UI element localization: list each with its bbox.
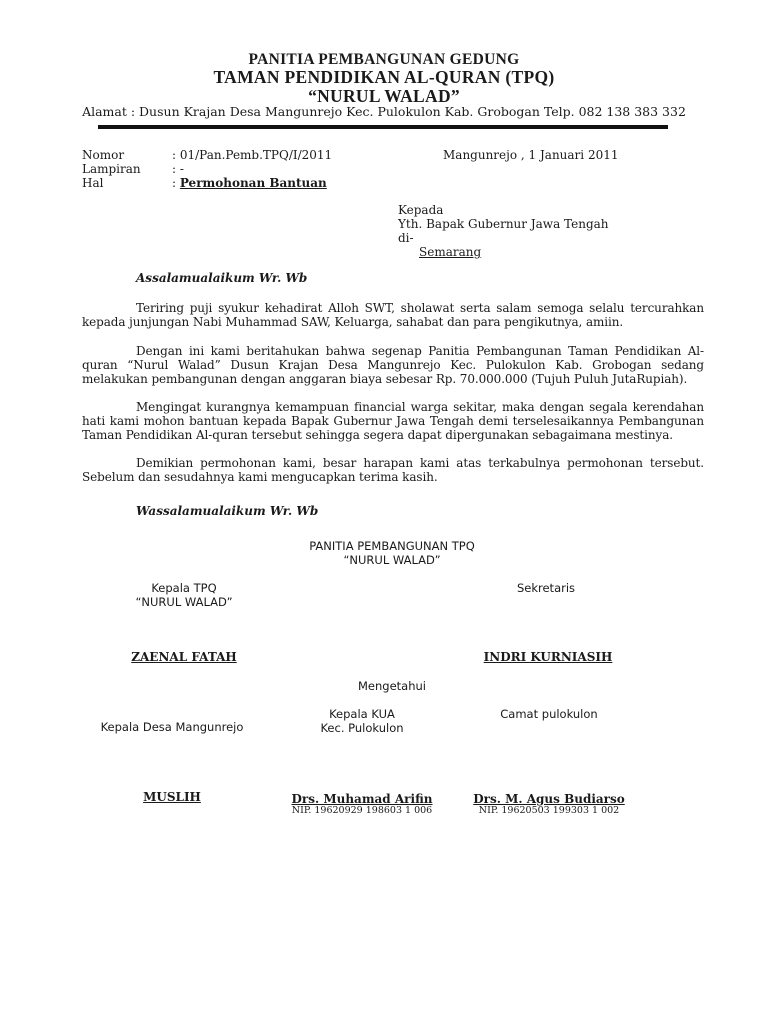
paragraph-1-text: Teriring puji syukur kehadirat Alloh SWT, sholawat serta salam semoga selalu tercurahkan kepada junjungan Nabi Muhammad SAW, Keluarga, sahabat dan para pengikutnya, amiin.: [82, 301, 704, 329]
paragraph-3: [82, 400, 704, 442]
kua-title: Kepala KUA: [329, 707, 395, 721]
village-head-title: Kepala Desa Mangunrejo: [100, 720, 244, 734]
greeting: Assalamualaikum Wr. Wb: [136, 271, 308, 285]
paragraph-4: [82, 456, 704, 484]
recipient-city: Semarang: [419, 245, 482, 259]
hal-value: Permohonan Bantuan: [179, 176, 327, 190]
camat-name: Drs. M. Agus Budiarso: [473, 792, 625, 806]
nomor-value: : 01/Pan.Pemb.TPQ/I/2011: [172, 148, 333, 162]
letterhead-committee: PANITIA PEMBANGUNAN GEDUNG: [248, 51, 520, 68]
recipient-kepada: Kepada: [398, 203, 444, 217]
place-date: Mangunrejo , 1 Januari 2011: [443, 148, 619, 162]
letterhead-school-name: TAMAN PENDIDIKAN AL-QURAN (TPQ): [213, 67, 555, 87]
letterhead-address: Alamat : Dusun Krajan Desa Mangunrejo Kec. Pulokulon Kab. Grobogan Telp. 082 138 383 332: [82, 104, 686, 119]
lampiran-label: Lampiran: [82, 162, 141, 176]
camat-title: Camat pulokulon: [500, 707, 598, 721]
head-title: Kepala TPQ: [151, 581, 217, 595]
recipient-name: Yth. Bapak Gubernur Jawa Tengah: [398, 217, 609, 231]
committee-nickname: “NURUL WALAD”: [343, 553, 441, 567]
nomor-label: Nomor: [82, 148, 125, 162]
paragraph-3-text: Mengingat kurangnya kemampuan financial warga sekitar, maka dengan segala kerendahan hati kami mohon bantuan kepada Bapak Gubernur Jawa Tengah demi terselesaikannya Pembangunan Taman Pendidikan Al-quran tersebut sehingga segera dapat dipergunakan sebagaimana mestinya.: [82, 400, 704, 442]
head-title-2: “NURUL WALAD”: [135, 595, 233, 609]
acknowledged-label: Mengetahui: [358, 679, 426, 693]
kua-title-2: Kec. Pulokulon: [320, 721, 404, 735]
recipient-di: di-: [398, 231, 414, 245]
committee-title: PANITIA PEMBANGUNAN TPQ: [309, 539, 475, 553]
hal-line: [172, 176, 327, 190]
secretary-title: Sekretaris: [516, 581, 576, 595]
lampiran-value: : -: [172, 162, 184, 176]
secretary-name: INDRI KURNIASIH: [483, 650, 613, 664]
closing-greeting: Wassalamualaikum Wr. Wb: [136, 504, 319, 518]
paragraph-1: [82, 301, 704, 329]
hal-colon: :: [172, 176, 180, 190]
kua-nip: NIP. 19620929 198603 1 006: [291, 805, 433, 816]
letterhead-divider: [98, 125, 668, 129]
paragraph-2: [82, 344, 704, 386]
paragraph-4-text: Demikian permohonan kami, besar harapan kami atas terkabulnya permohonan tersebut. Sebelum dan sesudahnya kami mengucapkan terima kasih.: [82, 456, 704, 484]
letterhead-school-nickname: “NURUL WALAD”: [308, 86, 460, 106]
camat-nip: NIP. 19620503 199303 1 002: [478, 805, 620, 816]
head-name: ZAENAL FATAH: [131, 650, 237, 664]
hal-label: Hal: [82, 176, 104, 190]
paragraph-2-text: Dengan ini kami beritahukan bahwa segenap Panitia Pembangunan Taman Pendidikan Al-quran “Nurul Walad” Dusun Krajan Desa Mangunrejo Kec. Pulokulon Kab. Grobogan sedang melakukan pembangunan dengan anggaran biaya sebesar Rp. 70.000.000 (Tujuh Puluh JutaRupiah).: [82, 344, 704, 386]
village-head-name: MUSLIH: [143, 790, 201, 804]
kua-name: Drs. Muhamad Arifin: [291, 792, 433, 806]
